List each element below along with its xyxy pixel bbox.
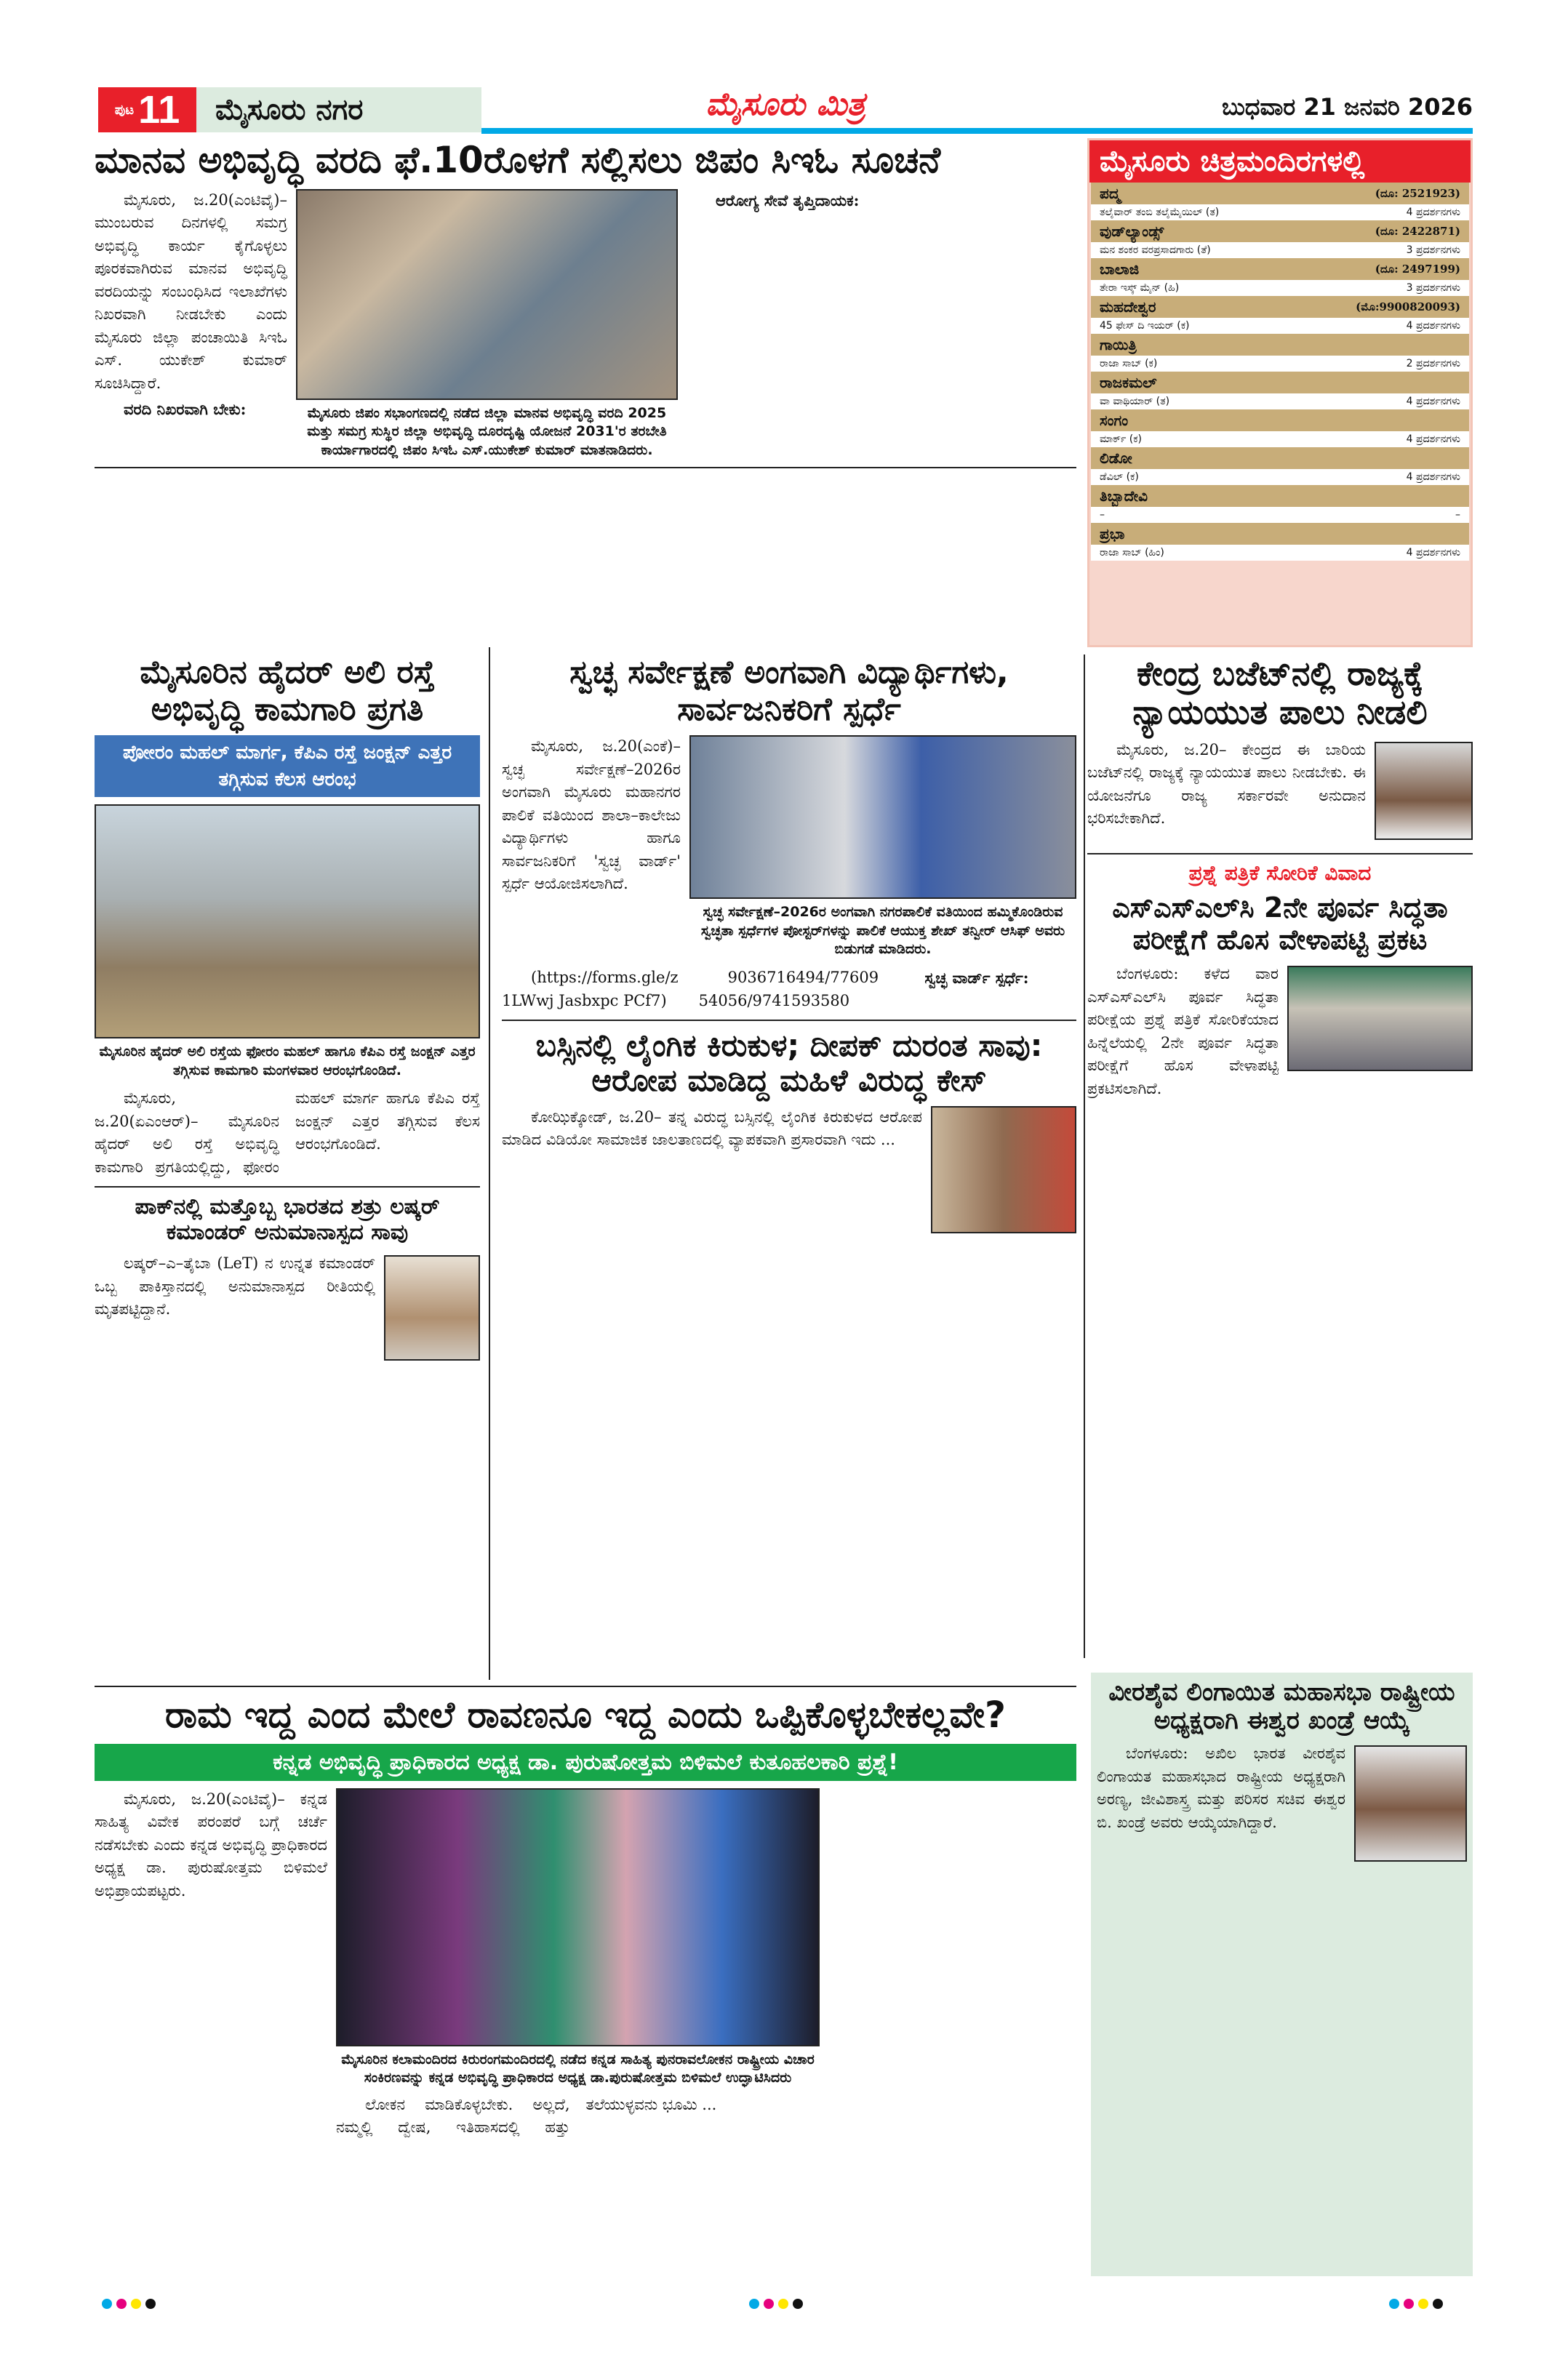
- subhead-rama: ಕನ್ನಡ ಅಭಿವೃದ್ಧಿ ಪ್ರಾಧಿಕಾರದ ಅಧ್ಯಕ್ಷ ಡಾ. ಪುರುಷೋತ್ತಮ ಬಿಳಿಮಲೆ ಕುತೂಹಲಕಾರಿ ಪ್ರಶ್ನೆ!: [95, 1744, 1076, 1781]
- article-hdr-col2: [687, 189, 1076, 216]
- theatre-name: ಬಾಲಾಜಿ: [1100, 260, 1140, 278]
- cinema-movie-row: [1091, 318, 1469, 334]
- photo-road-work: [95, 804, 480, 1038]
- photo-accused: [931, 1106, 1076, 1233]
- masthead-rule: [481, 128, 1473, 134]
- article-lead: ಮೈಸೂರು, ಜ.20– ಕೇಂದ್ರದ ಈ ಬಾರಿಯ ಬಜೆಟ್‌ನಲ್ಲಿ ರಾಜ್ಯಕ್ಕೆ ನ್ಯಾಯಯುತ ಪಾಲು ನೀಡಬೇಕು. ಈ ಯೋಜನೆಗೂ ರಾಜ್ಯ ಸರ್ಕಾರವೇ ಅನುದಾನ ಭರಿಸಬೇಕಾಗಿದೆ.: [1087, 740, 1366, 828]
- theatre-name: ಸಂಗಂ: [1100, 412, 1129, 429]
- show-count: 4 ಪ್ರದರ್ಶನಗಳು: [1406, 547, 1460, 559]
- cinema-movie-row: [1091, 242, 1469, 258]
- article-hyder-body: [95, 1087, 480, 1179]
- article-lead: ಮೈಸೂರು, ಜ.20(ಎಂಟಿವೈ)– ಮುಂಬರುವ ದಿನಗಳಲ್ಲಿ ಸಮಗ್ರ ಅಭಿವೃದ್ಧಿ ಕಾರ್ಯ ಕೈಗೊಳ್ಳಲು ಪೂರಕವಾಗಿರುವ ಮಾನವ ಅಭಿವೃದ್ಧಿ ವರದಿಯನ್ನು ಸಂಬಂಧಿಸಿದ ಇಲಾಖೆಗಳು ನಿಖರವಾಗಿ ನೀಡಬೇಕು ಎಂದು ಮೈಸೂರು ಜಿಲ್ಲಾ ಪಂಚಾಯಿತಿ ಸಿಇಓ ಎಸ್. ಯುಕೇಶ್ ಕುಮಾರ್ ಸೂಚಿಸಿದ್ದಾರೆ.: [95, 191, 287, 392]
- divider: [95, 1186, 480, 1188]
- theatre-name: ಪದ್ಮ: [1100, 185, 1121, 202]
- theatre-name: ವುಡ್‌ಲ್ಯಾಂಡ್ಸ್: [1100, 223, 1164, 240]
- article-lead: ಮೈಸೂರು, ಜ.20(ಎಂಟಿವೈ)– ಕನ್ನಡ ಸಾಹಿತ್ಯ ವಿವೇಕ ಪರಂಪರೆ ಬಗ್ಗೆ ಚರ್ಚೆ ನಡೆಸಬೇಕು ಎಂದು ಕನ್ನಡ ಅಭಿವೃದ್ಧಿ ಪ್ರಾಧಿಕಾರದ ಅಧ್ಯಕ್ಷ ಡಾ. ಪುರುಷೋತ್ತಮ ಬಿಳಿಮಲೆ ಅಭಿಪ್ರಾಯಪಟ್ಟರು.: [95, 1790, 327, 1899]
- cinema-theatre: [1091, 183, 1469, 204]
- left-column: [95, 654, 480, 1366]
- headline-hdr: ಮಾನವ ಅಭಿವೃದ್ಧಿ ವರದಿ ಫೆ.10ರೊಳಗೆ ಸಲ್ಲಿಸಲು ಜಿಪಂ ಸಿಇಓ ಸೂಚನೆ: [95, 139, 941, 181]
- cinema-theatre: [1091, 485, 1469, 507]
- headline-pak: ಪಾಕ್‌ನಲ್ಲಿ ಮತ್ತೊಬ್ಬ ಭಾರತದ ಶತ್ರು ಲಷ್ಕರ್ ಕಮಾಂಡರ್ ಅನುಮಾನಾಸ್ಪದ ಸಾವು: [135, 1194, 440, 1245]
- article-pak-body: [95, 1252, 480, 1366]
- photo-seminar: [336, 1788, 820, 2046]
- cinema-movie-row: [1091, 507, 1469, 523]
- divider: [95, 1686, 1076, 1687]
- article-bus-body: [502, 1106, 922, 1155]
- page-number: 11: [138, 88, 180, 132]
- show-count: 4 ಪ್ರದರ್ಶನಗಳು: [1406, 471, 1460, 483]
- subhead-hyder: ಪೋೕರಂ ಮಹಲ್ ಮಾರ್ಗ, ಕೆಪಿಎ ರಸ್ತೆ ಜಂಕ್ಷನ್ ಎತ್ತರ ತಗ್ಗಿಸುವ ಕೆಲಸ ಆರಂಭ: [95, 735, 480, 797]
- theatre-phone: (ದೂ: 2497199): [1375, 263, 1460, 276]
- headline-budget: ಕೇಂದ್ರ ಬಜೆಟ್‌ನಲ್ಲಿ ರಾಜ್ಯಕ್ಕೆ ನ್ಯಾಯಯುತ ಪಾಲು ನೀಡಲಿ: [1132, 654, 1428, 732]
- show-count: 4 ಪ್ರದರ್ಶನಗಳು: [1406, 320, 1460, 332]
- cinema-theatre: [1091, 296, 1469, 318]
- article-body: ಲೋಕನ ಮಾಡಿಕೊಳ್ಳಬೇಕು. ಅಲ್ಲದೆ, ನಮ್ಮಲ್ಲಿ ದ್ವೇಷ, ಇತಿಹಾಸದಲ್ಲಿ ಹತ್ತು ತಲೆಯುಳ್ಳವನು ಭೂಮಿ ...: [336, 2095, 717, 2137]
- cinema-theatre: [1091, 372, 1469, 393]
- section-title: ಮೈಸೂರು ನಗರ: [196, 87, 481, 132]
- color-registration-marks: [1389, 2298, 1447, 2312]
- issue-date: ಬುಧವಾರ 21 ಜನವರಿ 2026: [1221, 93, 1473, 121]
- article-swachh-lead: [502, 735, 681, 899]
- photo-caption: ಮೈಸೂರು ಜಿಪಂ ಸಭಾಂಗಣದಲ್ಲಿ ನಡೆದ ಜಿಲ್ಲಾ ಮಾನವ ಅಭಿವೃದ್ಧಿ ವರದಿ 2025 ಮತ್ತು ಸಮಗ್ರ ಸುಸ್ಥಿರ ಜಿಲ್ಲಾ ಅಭಿವೃದ್ಧಿ ದೂರದೃಷ್ಟಿ ಯೋಜನೆ 2031'ರ ತರಬೇತಿ ಕಾರ್ಯಾಗಾರದಲ್ಲಿ ಜಿಪಂ ಸಿಇಓ ಎಸ್.ಯುಕೇಶ್ ಕುಮಾರ್ ಮಾತನಾಡಿದರು.: [307, 404, 667, 458]
- cinema-movie-row: [1091, 204, 1469, 220]
- column-divider: [1084, 654, 1085, 1658]
- middle-column: [502, 654, 1076, 1233]
- article-hdr-col1: [95, 189, 287, 425]
- photo-caption: ಮೈಸೂರಿನ ಕಲಾಮಂದಿರದ ಕಿರುರಂಗಮಂದಿರದಲ್ಲಿ ನಡೆದ ಕನ್ನಡ ಸಾಹಿತ್ಯ ಪುನರಾವಲೋಕನ ರಾಷ್ಟ್ರೀಯ ವಿಚಾರ ಸಂಕಿರಣವನ್ನು ಕನ್ನಡ ಅಭಿವೃದ್ಧಿ ಪ್ರಾಧಿಕಾರದ ಅಧ್ಯಕ್ಷ ಡಾ.ಪುರುಷೋತ್ತಮ ಬಿಳಿಮಲೆ ಉದ್ಘಾಟಿಸಿದರು: [341, 2051, 815, 2086]
- theatre-phone: (ಮೊ:9900820093): [1356, 300, 1460, 313]
- cinema-movie-row: [1091, 545, 1469, 561]
- cinema-theatre: [1091, 523, 1469, 545]
- theatre-phone: (ದೂ: 2422871): [1375, 225, 1460, 238]
- theatre-name: ಗಾಯಿತ್ರಿ: [1100, 336, 1137, 353]
- theatre-name: ಲಿಡೋ: [1100, 449, 1132, 467]
- divider: [1087, 853, 1473, 854]
- theatre-name: ಮಹದೇಶ್ವರ: [1100, 298, 1156, 316]
- cinema-movie-row: [1091, 393, 1469, 409]
- article-rama-col1: [95, 1788, 327, 1906]
- article-subhead: ವರದಿ ನಿಖರವಾಗಿ ಬೇಕು:: [124, 400, 247, 418]
- article-exam-body: [1087, 963, 1473, 1103]
- show-count: 3 ಪ್ರದರ್ಶನಗಳು: [1406, 282, 1460, 294]
- article-rama-body: [336, 2094, 820, 2139]
- movie-title: –: [1100, 509, 1105, 521]
- article-veera-body: [1097, 1742, 1467, 1867]
- article-subhead: ಆರೋಗ್ಯ ಸೇವೆ ತೃಪ್ತಿದಾಯಕ:: [716, 191, 860, 209]
- theatre-phone: (ದೂ: 2521923): [1375, 187, 1460, 200]
- headline-swachh: ಸ್ವಚ್ಛ ಸರ್ವೇಕ್ಷಣೆ ಅಂಗವಾಗಿ ವಿದ್ಯಾರ್ಥಿಗಳು, ಸಾರ್ವಜನಿಕರಿಗೆ ಸ್ಪರ್ಧೆ: [569, 654, 1009, 728]
- cinema-theatre: [1091, 409, 1469, 431]
- color-registration-marks: [749, 2298, 807, 2312]
- article-link[interactable]: (https://forms.gle/z1LWwj Jasbxpc PCf7): [502, 969, 679, 1009]
- headline-exam: ಎಸ್‌ಎಸ್‌ಎಲ್‌ಸಿ 2ನೇ ಪೂರ್ವ ಸಿದ್ಧತಾ ಪರೀಕ್ಷೆಗೆ ಹೊಸ ವೇಳಾಪಟ್ಟಿ ಪ್ರಕಟ: [1112, 891, 1448, 956]
- article-rama: [95, 1686, 1076, 2139]
- headline-bus: ಬಸ್ಸಿನಲ್ಲಿ ಲೈಂಗಿಕ ಕಿರುಕುಳ; ದೀಪಕ್ ದುರಂತ ಸಾವು: ಆರೋಪ ಮಾಡಿದ್ದ ಮಹಿಳೆ ವಿರುದ್ಧ ಕೇಸ್: [535, 1028, 1043, 1099]
- cinema-listings: [1087, 138, 1473, 647]
- column-divider: [489, 647, 490, 1680]
- article-lead: ಮೈಸೂರು, ಜ.20(ಎಂಕೆ)– ಸ್ವಚ್ಛ ಸರ್ವೇಕ್ಷಣೆ–2026ರ ಅಂಗವಾಗಿ ಮೈಸೂರು ಮಹಾನಗರ ಪಾಲಿಕೆ ವತಿಯಿಂದ ಶಾಲಾ–ಕಾಲೇಜು ವಿದ್ಯಾರ್ಥಿಗಳು ಹಾಗೂ ಸಾರ್ವಜನಿಕರಿಗೆ 'ಸ್ವಚ್ಛ ವಾರ್ಡ್' ಸ್ಪರ್ಧೆ ಆಯೋಜಿಸಲಾಗಿದೆ.: [502, 737, 681, 893]
- cinema-movie-row: [1091, 431, 1469, 447]
- photo-caption: ಸ್ವಚ್ಛ ಸರ್ವೇಕ್ಷಣೆ–2026ರ ಅಂಗವಾಗಿ ನಗರಪಾಲಿಕೆ ವತಿಯಿಂದ ಹಮ್ಮಿಕೊಂಡಿರುವ ಸ್ವಚ್ಛತಾ ಸ್ಪರ್ಧೆಗಳ ಪೋಸ್ಟರ್‌ಗಳನ್ನು ಪಾಲಿಕೆ ಆಯುಕ್ತ ಶೇಖ್ ತನ್ವೀರ್ ಆಸಿಫ್ ಅವರು ಬಿಡುಗಡೆ ಮಾಡಿದರು.: [700, 904, 1065, 958]
- show-count: 2 ಪ್ರದರ್ಶನಗಳು: [1406, 358, 1460, 369]
- theatre-name: ಪ್ರಭಾ: [1100, 525, 1125, 543]
- show-count: –: [1455, 509, 1460, 521]
- article-lead: ಬೆಂಗಳೂರು: ಅಖಿಲ ಭಾರತ ವೀರಶೈವ ಲಿಂಗಾಯತ ಮಹಾಸಭಾದ ರಾಷ್ಟ್ರೀಯ ಅಧ್ಯಕ್ಷರಾಗಿ ಅರಣ್ಯ, ಜೀವಿಶಾಸ್ತ್ರ ಮತ್ತು ಪರಿಸರ ಸಚಿವ ಈಶ್ವರ ಬಿ. ಖಂಡ್ರೆ ಅವರು ಆಯ್ಕೆಯಾಗಿದ್ದಾರೆ.: [1097, 1745, 1345, 1831]
- movie-title: ವಾ ವಾಥಿಯಾರ್ (ತ): [1100, 396, 1170, 407]
- photo-poster-release: [689, 735, 1076, 899]
- movie-title: ರಾಜಾ ಸಾಬ್ (ಕ): [1100, 358, 1158, 369]
- divider: [95, 467, 1076, 468]
- movie-title: ತಲೈವಾರ್ ತಂಬಿ ತಲೈಮೈಯಿಲ್ (ತ): [1100, 207, 1220, 218]
- cinema-theatre: [1091, 447, 1469, 469]
- photo-portrait: [1375, 742, 1473, 840]
- cinema-movie-row: [1091, 280, 1469, 296]
- headline-veera: ವೀರಶೈವ ಲಿಂಗಾಯಿತ ಮಹಾಸಭಾ ರಾಷ್ಟ್ರೀಯ ಅಧ್ಯಕ್ಷರಾಗಿ ಈಶ್ವರ ಖಂಡ್ರೆ ಆಯ್ಕೆ: [1108, 1678, 1455, 1736]
- cinema-title: ಮೈಸೂರು ಚಿತ್ರಮಂದಿರಗಳಲ್ಲಿ: [1089, 140, 1471, 183]
- movie-title: 45 ಫೇಸ್ ದಿ ಇಯರ್ (ಕ): [1100, 320, 1190, 332]
- show-count: 4 ಪ್ರದರ್ಶನಗಳು: [1406, 396, 1460, 407]
- movie-title: ಡೆವಿಲ್ (ಕ): [1100, 471, 1139, 483]
- article-budget-body: [1087, 739, 1473, 846]
- right-column: [1087, 138, 1473, 1103]
- article-hdr: [95, 140, 1076, 468]
- divider: [502, 1020, 1076, 1021]
- article-lead: ಬೆಂಗಳೂರು: ಕಳೆದ ವಾರ ಎಸ್‌ಎಸ್‌ಎಲ್‌ಸಿ ಪೂರ್ವ ಸಿದ್ಧತಾ ಪರೀಕ್ಷೆಯ ಪ್ರಶ್ನೆ ಪತ್ರಿಕೆ ಸೋರಿಕೆಯಾದ ಹಿನ್ನೆಲೆಯಲ್ಲಿ 2ನೇ ಪೂರ್ವ ಸಿದ್ಧತಾ ಪರೀಕ್ಷೆಗೆ ಹೊಸ ವೇಳಾಪಟ್ಟಿ ಪ್ರಕಟಿಸಲಾಗಿದೆ.: [1087, 965, 1279, 1097]
- page-label: ಪುಟ: [114, 102, 135, 118]
- cinema-movie-row: [1091, 469, 1469, 485]
- photo-caption: ಮೈಸೂರಿನ ಹೈದರ್ ಅಲಿ ರಸ್ತೆಯ ಫೋರಂ ಮಹಲ್ ಹಾಗೂ ಕೆಪಿಎ ರಸ್ತೆ ಜಂಕ್ಷನ್ ಎತ್ತರ ತಗ್ಗಿಸುವ ಕಾಮಗಾರಿ ಮಂಗಳವಾರ ಆರಂಭಗೊಂಡಿದೆ.: [99, 1043, 476, 1078]
- article-phones: 9036716494/7760954056/9741593580: [698, 969, 879, 1009]
- theatre-name: ತಿಬ್ಬಾದೇವಿ: [1100, 487, 1148, 505]
- movie-title: ಮಾರ್ಕ್ (ಕ): [1100, 433, 1143, 445]
- article-lead: ಮೈಸೂರು, ಜ.20(ಏಎಂಆರ್)– ಮೈಸೂರಿನ ಹೈದರ್ ಅಲಿ ರಸ್ತೆ ಅಭಿವೃದ್ಧಿ ಕಾಮಗಾರಿ ಪ್ರಗತಿಯಲ್ಲಿದ್ದು, ಫೋರಂ ಮಹಲ್ ಮಾರ್ಗ ಹಾಗೂ ಕೆಪಿಎ ರಸ್ತೆ ಜಂಕ್ಷನ್ ಎತ್ತರ ತಗ್ಗಿಸುವ ಕೆಲಸ ಆರಂಭಗೊಂಡಿದೆ.: [95, 1089, 480, 1176]
- headline-hyder: ಮೈಸೂರಿನ ಹೈದರ್ ಅಲಿ ರಸ್ತೆ ಅಭಿವೃದ್ಧಿ ಕಾಮಗಾರಿ ಪ್ರಗತಿ: [140, 654, 435, 728]
- photo-eshwar-khandre: [1354, 1745, 1467, 1862]
- color-registration-marks: [102, 2298, 160, 2312]
- article-swachh-body: [502, 966, 1076, 1012]
- article-subhead: ಸ್ವಚ್ಛ ವಾರ್ಡ್ ಸ್ಪರ್ಧೆ:: [924, 969, 1029, 988]
- show-count: 3 ಪ್ರದರ್ಶನಗಳು: [1406, 244, 1460, 256]
- cinema-theatre: [1091, 334, 1469, 356]
- movie-title: ಮನ ಶಂಕರ ವರಪ್ರಸಾದಗಾರು (ತೆ): [1100, 244, 1211, 256]
- movie-title: ರಾಜಾ ಸಾಬ್ (ಹಿಂ): [1100, 547, 1164, 559]
- headline-rama: ರಾಮ ಇದ್ದ ಎಂದ ಮೇಲೆ ರಾವಣನೂ ಇದ್ದ ಎಂದು ಒಪ್ಪಿಕೊಳ್ಳಬೇಕಲ್ಲವೇ?: [164, 1694, 1006, 1736]
- show-count: 4 ಪ್ರದರ್ಶನಗಳು: [1406, 207, 1460, 218]
- photo-exam-hall: [1287, 966, 1473, 1071]
- kicker-exam: ಪ್ರಶ್ನೆ ಪತ್ರಿಕೆ ಸೋರಿಕೆ ವಿವಾದ: [1188, 860, 1372, 885]
- article-lead: ಲಷ್ಕರ್–ಎ–ತೈಬಾ (LeT) ನ ಉನ್ನತ ಕಮಾಂಡರ್ ಒಬ್ಬ ಪಾಕಿಸ್ತಾನದಲ್ಲಿ ಅನುಮಾನಾಸ್ಪದ ರೀತಿಯಲ್ಲಿ ಮೃತಪಟ್ಟಿದ್ದಾನೆ.: [95, 1254, 375, 1318]
- newspaper-logo: ಮೈಸೂರು ಮಿತ್ರ: [705, 86, 865, 123]
- photo-commander: [384, 1255, 480, 1361]
- show-count: 4 ಪ್ರದರ್ಶನಗಳು: [1406, 433, 1460, 445]
- page-number-badge: [98, 87, 196, 132]
- cinema-movie-row: [1091, 356, 1469, 372]
- article-lead: ಕೋಝಿಕ್ಕೋಡ್, ಜ.20– ತನ್ನ ವಿರುದ್ಧ ಬಸ್ಸಿನಲ್ಲಿ ಲೈಂಗಿಕ ಕಿರುಕುಳದ ಆರೋಪ ಮಾಡಿದ ವಿಡಿಯೋ ಸಾಮಾಜಿಕ ಜಾಲತಾಣದಲ್ಲಿ ವ್ಯಾಪಕವಾಗಿ ಪ್ರಸಾರವಾಗಿ ಇದು ...: [502, 1108, 922, 1149]
- theatre-name: ರಾಜಕಮಲ್: [1100, 374, 1157, 391]
- movie-title: ತೇರಾ ಇಸ್ಕ್ ಮೈನ್ (ಹಿ): [1100, 282, 1180, 294]
- cinema-theatre: [1091, 258, 1469, 280]
- veera-box: [1091, 1673, 1473, 2276]
- cinema-theatre: [1091, 220, 1469, 242]
- photo-jipam-meeting: [296, 189, 678, 400]
